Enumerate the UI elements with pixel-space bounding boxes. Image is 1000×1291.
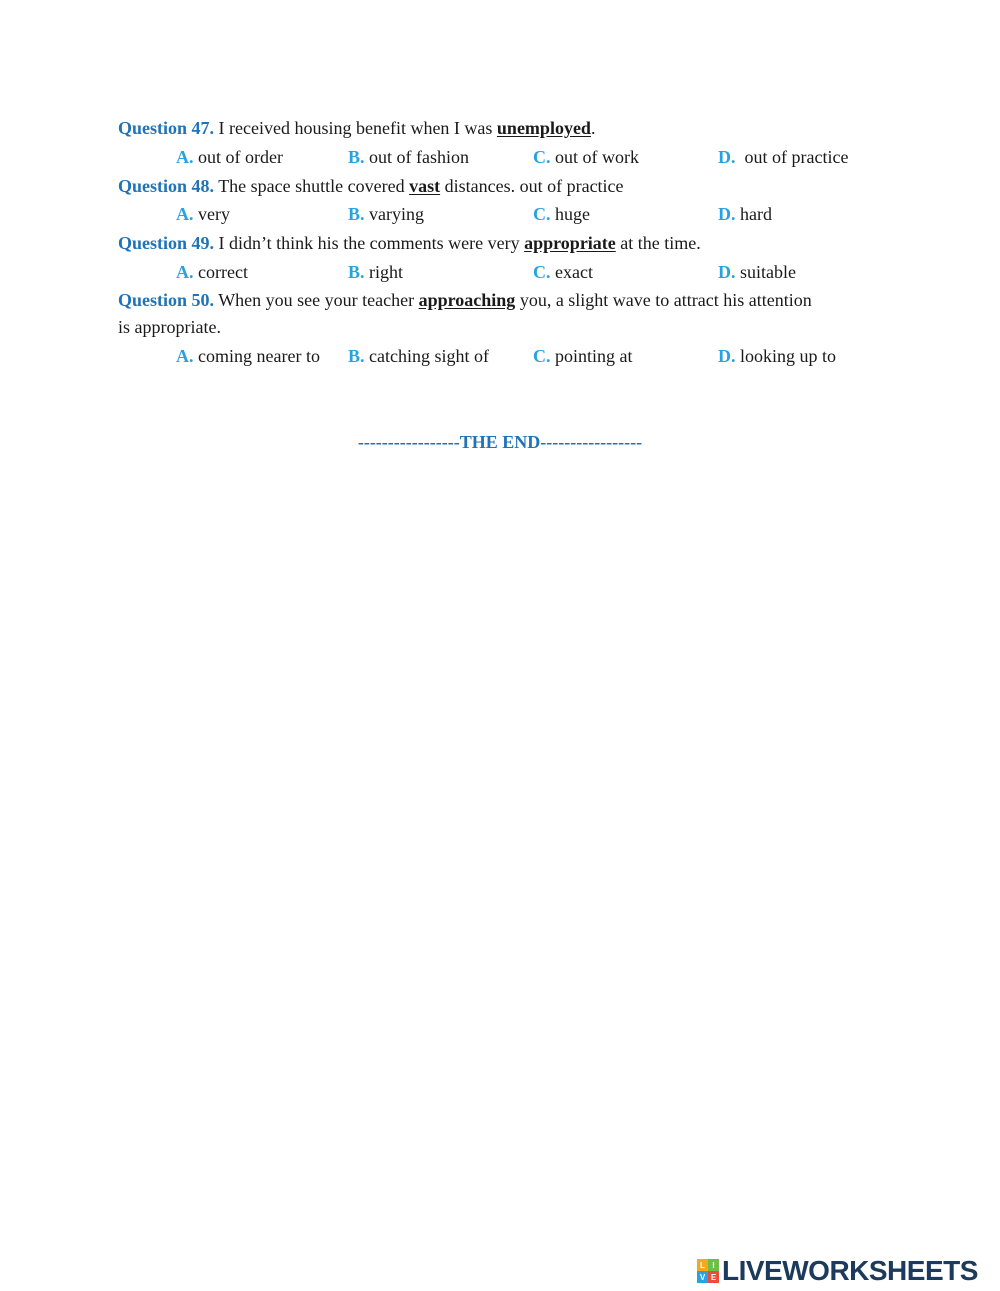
- option-letter: B.: [348, 346, 365, 366]
- logo-tile: I: [708, 1259, 719, 1271]
- option-a[interactable]: [176, 345, 320, 367]
- option-letter: A.: [176, 147, 194, 167]
- underlined-keyword: vast: [409, 176, 441, 196]
- option-a[interactable]: [176, 203, 230, 225]
- question-stem-end: .: [590, 118, 596, 138]
- question-48-text: [118, 175, 624, 197]
- option-c[interactable]: [533, 146, 639, 168]
- option-d[interactable]: [718, 203, 772, 225]
- option-c[interactable]: [533, 261, 593, 283]
- logo-wordmark: LIVEWORKSHEETS: [722, 1255, 978, 1286]
- option-letter: C.: [533, 204, 551, 224]
- logo-tile: V: [697, 1271, 708, 1283]
- question-label: Question 50.: [118, 290, 215, 310]
- option-letter: B.: [348, 204, 365, 224]
- question-50-text-continued: is appropriate.: [118, 317, 221, 337]
- question-stem: I didn’t think his the comments were very: [214, 233, 525, 253]
- liveworksheets-logo: [697, 1257, 978, 1285]
- option-text: looking up to: [735, 346, 837, 366]
- option-d[interactable]: [718, 146, 848, 168]
- option-a[interactable]: [176, 261, 248, 283]
- option-letter: A.: [176, 204, 194, 224]
- logo-tile: L: [697, 1259, 708, 1271]
- option-text: catching sight of: [364, 346, 489, 366]
- question-stem-end: distances. out of practice: [440, 176, 624, 196]
- option-text: huge: [550, 204, 590, 224]
- question-50-text: [118, 289, 812, 311]
- option-b[interactable]: [348, 203, 424, 225]
- option-c[interactable]: [533, 203, 590, 225]
- option-text: out of work: [550, 147, 639, 167]
- question-label: Question 48.: [118, 176, 215, 196]
- option-letter: B.: [348, 147, 365, 167]
- end-marker: -----------------THE END-----------------: [357, 432, 643, 452]
- option-letter: D.: [718, 204, 736, 224]
- option-letter: D.: [718, 147, 736, 167]
- option-c[interactable]: [533, 345, 633, 367]
- logo-tile: E: [708, 1271, 719, 1283]
- option-text: coming nearer to: [193, 346, 320, 366]
- option-letter: C.: [533, 147, 551, 167]
- question-stem-end: you, a slight wave to attract his attention: [515, 290, 812, 310]
- question-stem: When you see your teacher: [214, 290, 419, 310]
- option-d[interactable]: [718, 345, 836, 367]
- option-letter: A.: [176, 346, 194, 366]
- option-text: varying: [364, 204, 424, 224]
- option-letter: C.: [533, 262, 551, 282]
- option-text: out of fashion: [364, 147, 469, 167]
- question-stem-end: at the time.: [615, 233, 701, 253]
- underlined-keyword: unemployed: [496, 118, 591, 138]
- option-text: hard: [735, 204, 772, 224]
- question-stem: I received housing benefit when I was: [214, 118, 497, 138]
- option-b[interactable]: [348, 261, 403, 283]
- option-letter: D.: [718, 262, 736, 282]
- underlined-keyword: approaching: [418, 290, 516, 310]
- option-b[interactable]: [348, 146, 469, 168]
- question-47-text: [118, 117, 595, 139]
- logo-icon: [697, 1259, 719, 1283]
- option-text: out of order: [193, 147, 283, 167]
- underlined-keyword: appropriate: [524, 233, 616, 253]
- option-text: very: [193, 204, 230, 224]
- option-letter: C.: [533, 346, 551, 366]
- question-stem: The space shuttle covered: [214, 176, 410, 196]
- option-letter: A.: [176, 262, 194, 282]
- option-text: pointing at: [550, 346, 633, 366]
- option-b[interactable]: [348, 345, 489, 367]
- option-text: suitable: [735, 262, 796, 282]
- option-text: exact: [550, 262, 593, 282]
- option-d[interactable]: [718, 261, 796, 283]
- option-letter: D.: [718, 346, 736, 366]
- question-49-text: [118, 232, 701, 254]
- option-text: right: [364, 262, 404, 282]
- option-text: correct: [193, 262, 248, 282]
- question-label: Question 47.: [118, 118, 215, 138]
- option-a[interactable]: [176, 146, 283, 168]
- question-label: Question 49.: [118, 233, 215, 253]
- option-letter: B.: [348, 262, 365, 282]
- option-text: out of practice: [735, 147, 849, 167]
